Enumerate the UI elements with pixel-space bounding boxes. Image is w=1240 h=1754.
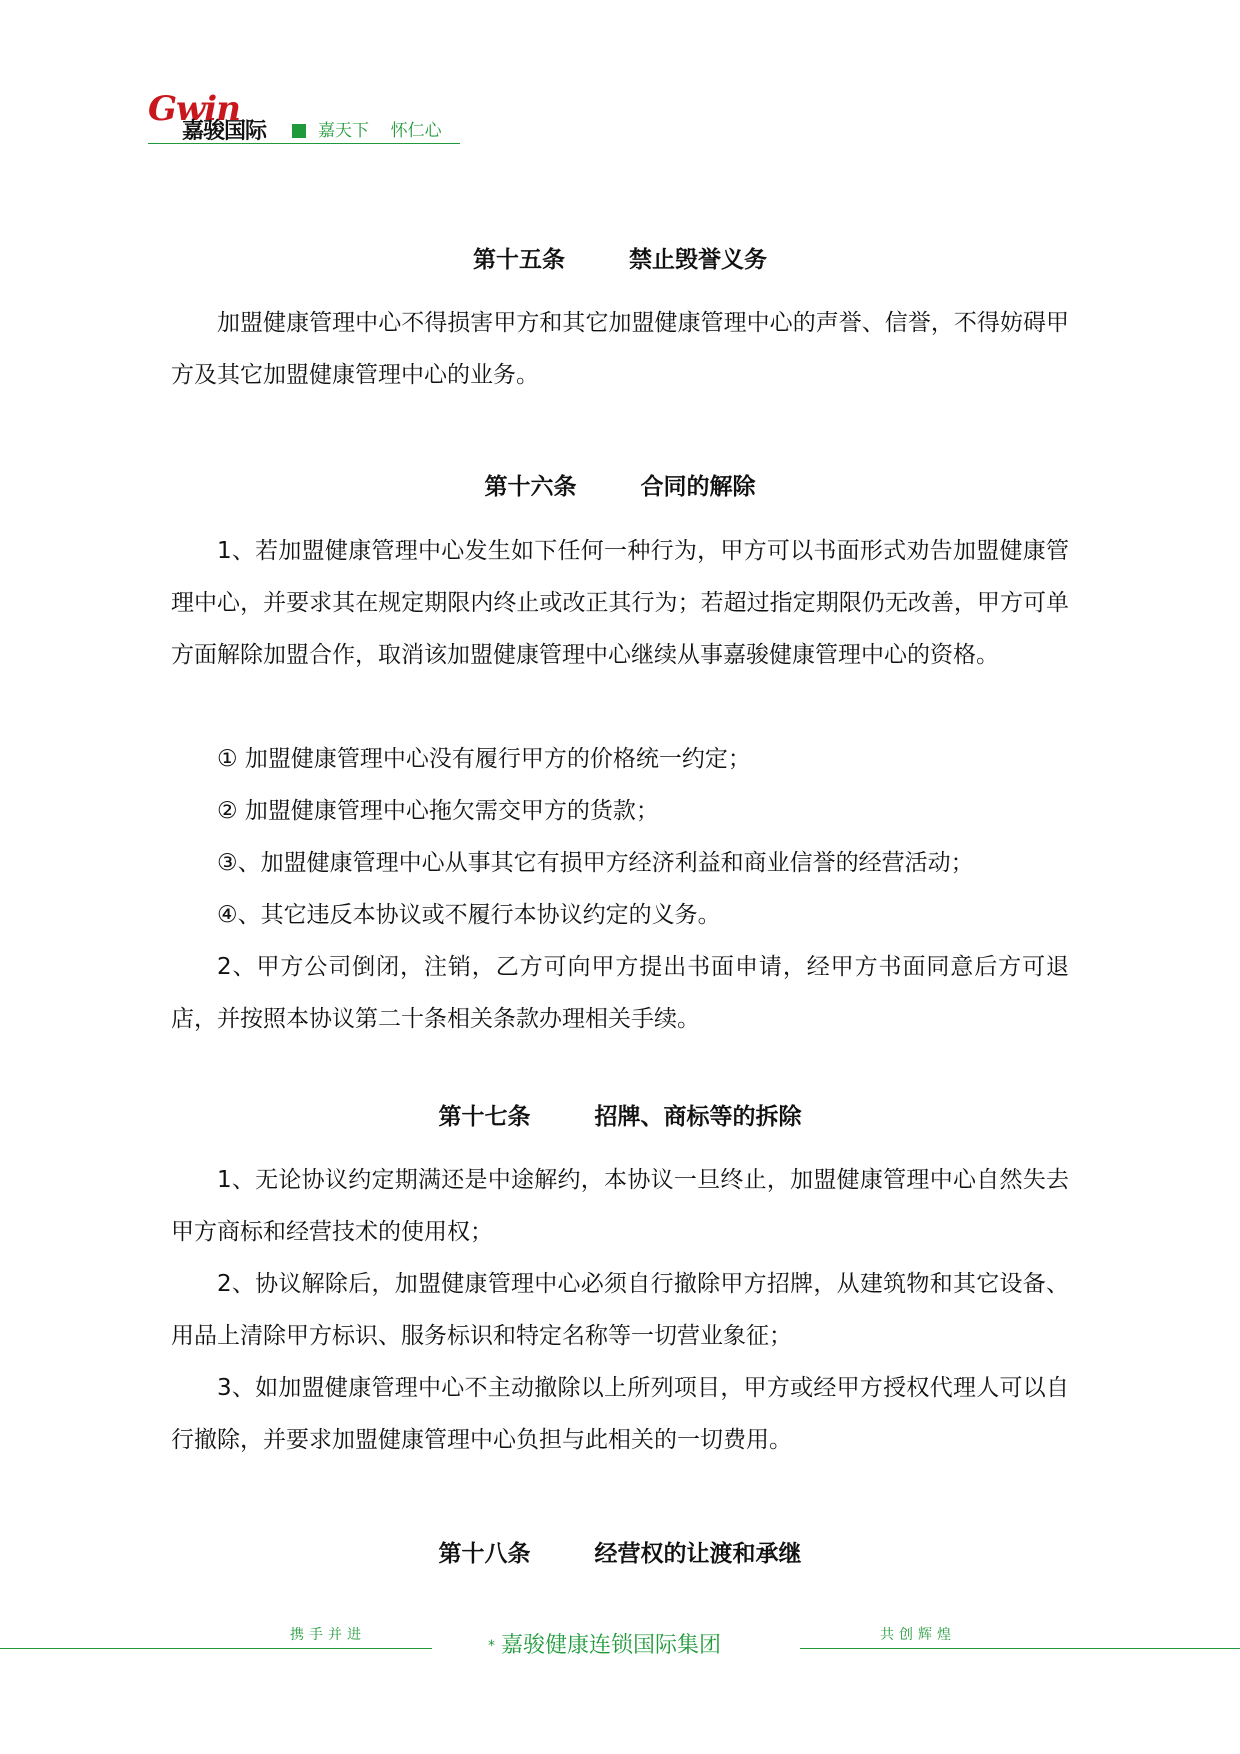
article-16-paragraph-1: 1、若加盟健康管理中心发生如下任何一种行为，甲方可以书面形式劝告加盟健康管理中心，并要求其在规定期限内终止或改正其行为；若超过指定期限仍无改善，甲方可单方面解除加盟合作，取消该加盟健康管理中心继续从事嘉骏健康管理中心的资格。: [171, 538, 1069, 668]
footer-left-rule: [0, 1648, 432, 1649]
header-slogan: 嘉天下 怀仁心: [318, 121, 442, 141]
logo-latin-text: Gwin: [148, 89, 240, 129]
article-16-item-4: ④、其它违反本协议或不履行本协议约定的义务。: [217, 902, 721, 928]
article-17-heading: 第十七条 招牌、商标等的拆除: [438, 1104, 802, 1130]
footer-company-name: [488, 1632, 721, 1660]
article-15-heading: 第十五条 禁止毁誉义务: [472, 247, 768, 273]
article-17-paragraph-1: 1、无论协议约定期满还是中途解约，本协议一旦终止，加盟健康管理中心自然失去甲方商标和经营技术的使用权；: [171, 1167, 1069, 1245]
article-17-paragraph-2: 2、协议解除后，加盟健康管理中心必须自行撤除甲方招牌，从建筑物和其它设备、用品上清除甲方标识、服务标识和特定名称等一切营业象征；: [171, 1271, 1069, 1349]
header-divider: [148, 143, 460, 144]
article-18-heading: 第十八条 经营权的让渡和承继: [438, 1541, 802, 1567]
article-16-heading: 第十六条 合同的解除: [484, 474, 756, 500]
footer-company-text: 嘉骏健康连锁国际集团: [501, 1633, 722, 1658]
footer-right-slogan: 共创辉煌: [880, 1627, 956, 1643]
article-16-paragraph-2: 2、甲方公司倒闭，注销，乙方可向甲方提出书面申请，经甲方书面同意后方可退店，并按照本协议第二十条相关条款办理相关手续。: [171, 954, 1069, 1032]
article-16-item-1: ① 加盟健康管理中心没有履行甲方的价格统一约定；: [217, 746, 751, 772]
article-17-paragraph-3: 3、如加盟健康管理中心不主动撤除以上所列项目，甲方或经甲方授权代理人可以自行撤除，并要求加盟健康管理中心负担与此相关的一切费用。: [171, 1375, 1069, 1453]
green-square-icon: [292, 124, 306, 138]
article-15-paragraph-1: 加盟健康管理中心不得损害甲方和其它加盟健康管理中心的声誉、信誉，不得妨碍甲方及其它加盟健康管理中心的业务。: [171, 310, 1069, 388]
footer-left-slogan: 携手并进: [290, 1627, 366, 1643]
article-16-item-2: ② 加盟健康管理中心拖欠需交甲方的货款；: [217, 798, 659, 824]
logo-chinese-text: 嘉骏国际: [182, 119, 267, 144]
company-logo: [148, 89, 468, 148]
article-16-item-3: ③、加盟健康管理中心从事其它有损甲方经济利益和商业信誉的经营活动；: [217, 850, 974, 876]
footer-star-icon: *: [488, 1638, 495, 1654]
footer-right-rule: [800, 1648, 1240, 1649]
